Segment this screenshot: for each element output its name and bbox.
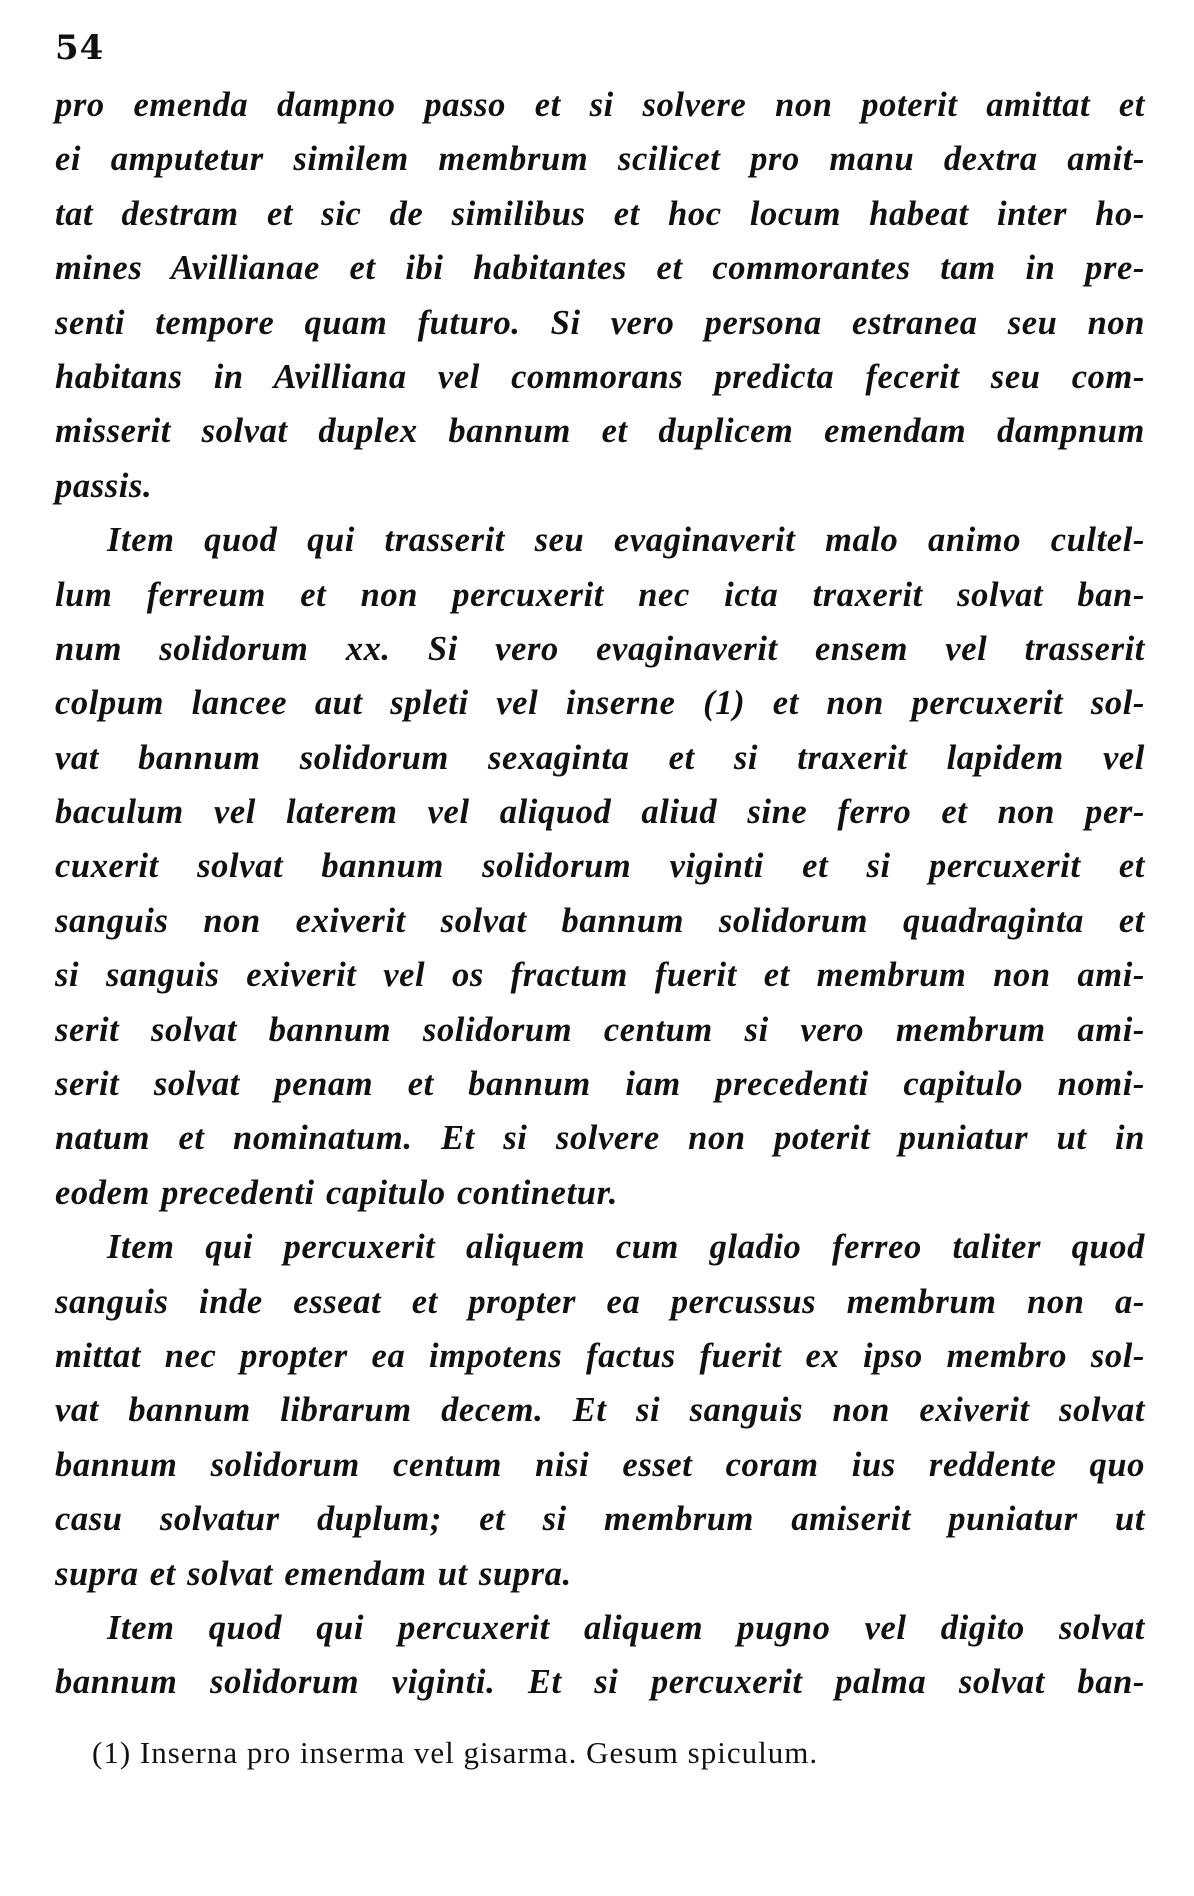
text-line: casu solvatur duplum; et si membrum amiserit puniatur ut xyxy=(55,1500,1145,1539)
text-line: cuxerit solvat bannum solidorum viginti et si percuxerit et xyxy=(55,847,1145,886)
text-line: passis. xyxy=(55,466,153,505)
text-line: habitans in Avilliana vel commorans predicta fecerit seu com- xyxy=(55,357,1145,396)
text-line: Item qui percuxerit aliquem cum gladio ferreo taliter quod xyxy=(107,1228,1145,1267)
text-line: vat bannum solidorum sexaginta et si traxerit lapidem vel xyxy=(55,738,1145,777)
body-text xyxy=(55,78,1145,1710)
text-line: Item quod qui trasserit seu evaginaverit malo animo cultel- xyxy=(107,521,1145,560)
text-line: baculum vel laterem vel aliquod aliud sine ferro et non per- xyxy=(55,793,1145,832)
text-line: bannum solidorum viginti. Et si percuxerit palma solvat ban- xyxy=(55,1663,1145,1702)
text-line: tat destram et sic de similibus et hoc locum habeat inter ho- xyxy=(55,194,1145,233)
page-number: 54 xyxy=(55,28,105,68)
text-line: si sanguis exiverit vel os fractum fuerit et membrum non ami- xyxy=(55,956,1145,995)
text-line: bannum solidorum centum nisi esset coram ius reddente quo xyxy=(55,1445,1145,1484)
text-line: ei amputetur similem membrum scilicet pro manu dextra amit- xyxy=(55,140,1145,179)
text-line: mines Avillianae et ibi habitantes et commorantes tam in pre- xyxy=(55,249,1145,288)
text-line: eodem precedenti capitulo continetur. xyxy=(55,1173,618,1212)
text-line: serit solvat penam et bannum iam precedenti capitulo nomi- xyxy=(55,1065,1145,1104)
text-line: sanguis non exiverit solvat bannum solidorum quadraginta et xyxy=(55,901,1145,940)
text-line: serit solvat bannum solidorum centum si vero membrum ami- xyxy=(55,1010,1145,1049)
text-line: colpum lancee aut spleti vel inserne (1) et non percuxerit sol- xyxy=(55,684,1145,723)
text-line: sanguis inde esseat et propter ea percussus membrum non a- xyxy=(55,1282,1145,1321)
text-line: num solidorum xx. Si vero evaginaverit ensem vel trasserit xyxy=(55,629,1145,668)
text-line: pro emenda dampno passo et si solvere non poterit amittat et xyxy=(55,86,1145,124)
text-line: supra et solvat emendam ut supra. xyxy=(55,1554,572,1593)
text-line: vat bannum librarum decem. Et si sanguis non exiverit solvat xyxy=(55,1391,1145,1430)
text-line: natum et nominatum. Et si solvere non poterit puniatur ut in xyxy=(55,1119,1145,1158)
text-line: mittat nec propter ea impotens factus fuerit ex ipso membro sol- xyxy=(55,1336,1145,1375)
text-line: senti tempore quam futuro. Si vero persona estranea seu non xyxy=(55,303,1145,342)
text-line: lum ferreum et non percuxerit nec icta traxerit solvat ban- xyxy=(55,575,1145,614)
text-line: Item quod qui percuxerit aliquem pugno vel digito solvat xyxy=(107,1608,1145,1647)
text-line: misserit solvat duplex bannum et duplicem emendam dampnum xyxy=(55,412,1145,451)
footnote: (1) Inserna pro inserma vel gisarma. Gesum spiculum. xyxy=(92,1735,819,1770)
